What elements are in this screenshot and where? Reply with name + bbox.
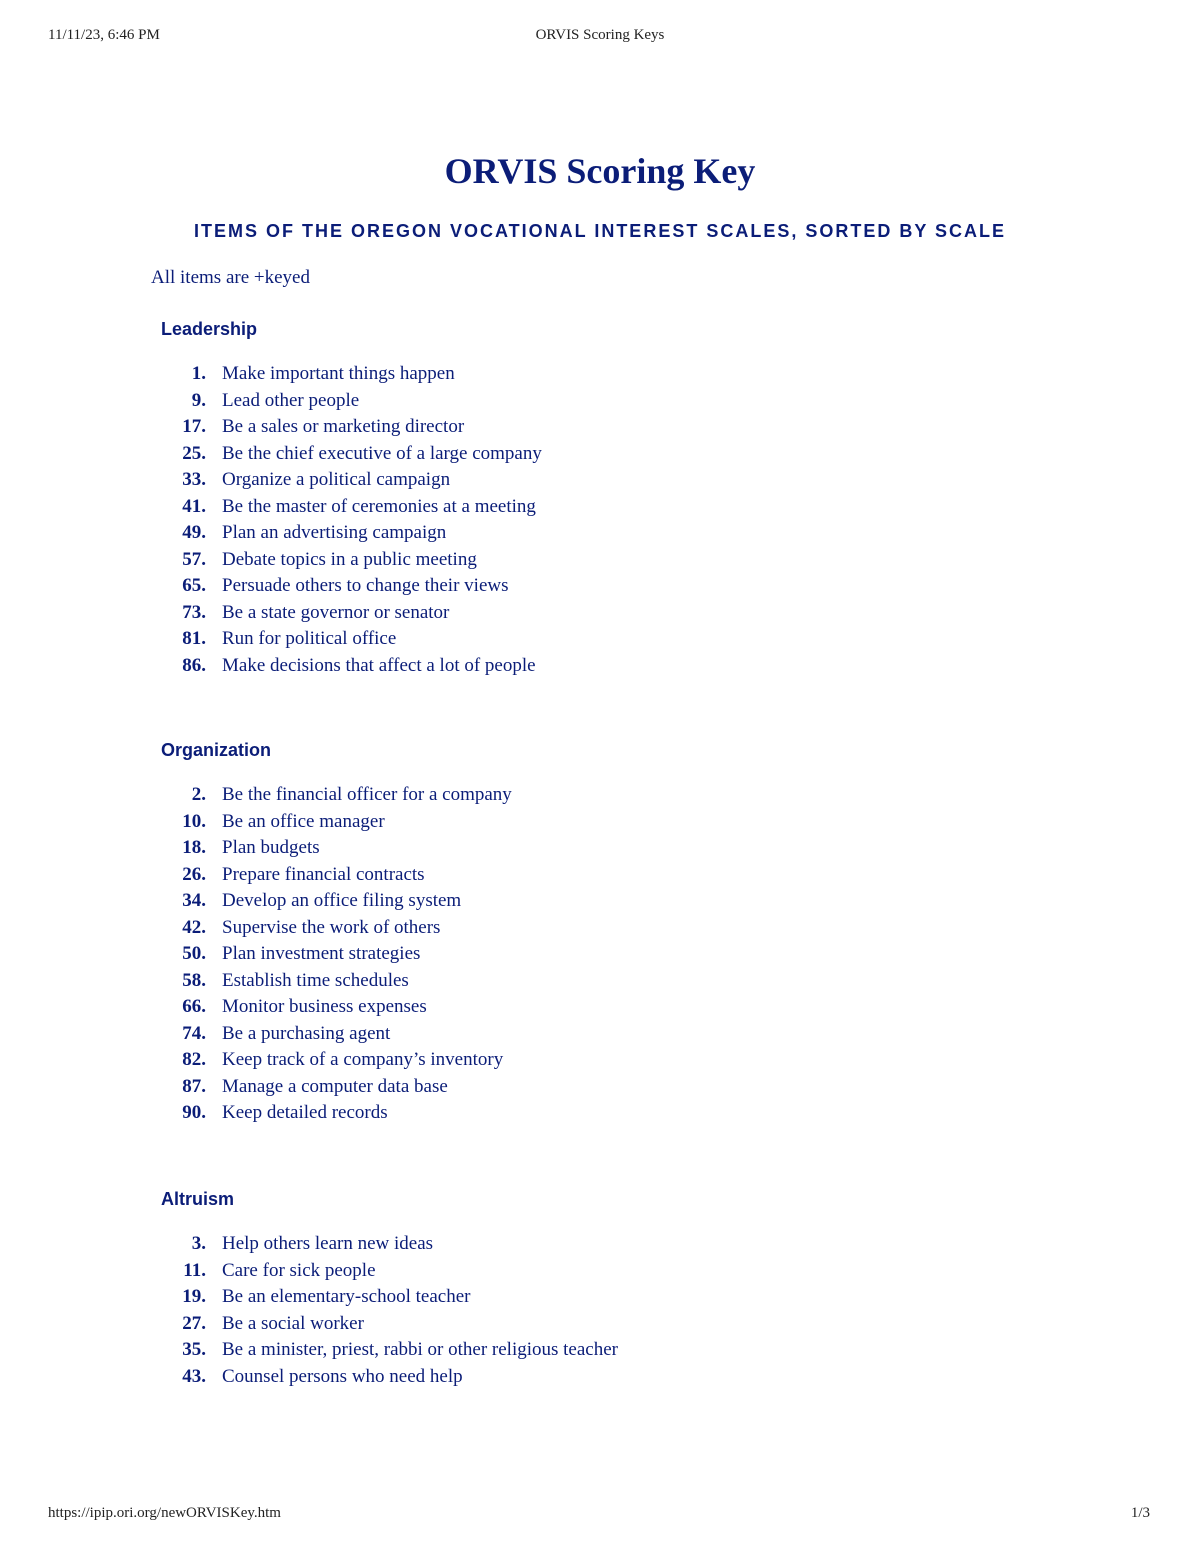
keyed-note: All items are +keyed	[151, 267, 310, 288]
list-item	[161, 782, 512, 809]
item-text: Make decisions that affect a lot of people	[222, 654, 536, 676]
item-number: 18.	[182, 837, 206, 858]
section-title: Altruism	[161, 1189, 235, 1209]
list-item	[161, 520, 542, 547]
list-item	[161, 361, 542, 388]
item-text: Be the chief executive of a large company	[222, 442, 542, 464]
list-item	[161, 835, 512, 862]
list-item	[161, 1074, 512, 1101]
item-number: 27.	[182, 1312, 206, 1334]
item-text: Establish time schedules	[222, 969, 409, 991]
item-number: 65.	[182, 575, 206, 596]
list-item	[161, 626, 542, 653]
page-subtitle: ITEMS OF THE OREGON VOCATIONAL INTEREST SCALES, SORTED BY SCALE	[193, 221, 1007, 241]
item-number: 17.	[182, 416, 206, 437]
item-text: Organize a political campaign	[222, 469, 451, 490]
list-item	[161, 653, 542, 680]
item-number: 82.	[182, 1049, 206, 1070]
list-item	[161, 1100, 512, 1127]
print-date: 11/11/23, 6:46 PM	[48, 27, 160, 43]
item-text: Manage a computer data base	[222, 1075, 448, 1097]
list-item	[161, 1258, 618, 1285]
list-item	[161, 1284, 618, 1311]
item-number: 9.	[191, 389, 206, 411]
list-item	[161, 809, 512, 836]
list-item	[161, 888, 512, 915]
item-text: Help others learn new ideas	[222, 1233, 434, 1254]
list-item	[161, 915, 512, 942]
section-title: Organization	[161, 740, 272, 760]
item-text: Plan an advertising campaign	[222, 522, 447, 543]
item-number: 3.	[191, 1233, 206, 1254]
item-text: Be the master of ceremonies at a meeting	[222, 495, 536, 517]
item-number: 19.	[182, 1286, 206, 1307]
item-text: Make important things happen	[222, 363, 455, 384]
item-text: Be a social worker	[222, 1312, 364, 1334]
item-text: Be an office manager	[222, 810, 385, 832]
item-text: Persuade others to change their views	[222, 575, 509, 596]
item-number: 73.	[182, 601, 206, 623]
item-number: 25.	[182, 442, 206, 464]
item-text: Be an elementary-school teacher	[222, 1286, 471, 1307]
item-number: 10.	[182, 810, 206, 832]
item-number: 66.	[182, 996, 206, 1017]
item-number: 50.	[182, 943, 206, 964]
list-item	[161, 414, 542, 441]
item-number: 2.	[191, 784, 206, 805]
item-number: 33.	[182, 469, 206, 490]
item-text: Be a purchasing agent	[222, 1022, 391, 1044]
item-text: Lead other people	[222, 389, 360, 411]
item-text: Be a state governor or senator	[222, 601, 450, 623]
page-number: 1/3	[1130, 1505, 1150, 1521]
item-number: 35.	[182, 1339, 206, 1360]
item-number: 42.	[182, 916, 206, 938]
list-item	[161, 968, 512, 995]
section-organization	[161, 738, 1061, 1123]
item-text: Run for political office	[222, 628, 397, 649]
item-text: Develop an office filing system	[222, 890, 462, 911]
item-text: Prepare financial contracts	[222, 863, 425, 885]
list-item	[161, 547, 542, 574]
item-number: 86.	[182, 654, 206, 676]
item-text: Keep detailed records	[222, 1102, 388, 1123]
list-item	[161, 1337, 618, 1364]
list-item	[161, 1047, 512, 1074]
list-item	[161, 941, 512, 968]
list-item	[161, 1021, 512, 1048]
item-number: 1.	[191, 363, 206, 384]
item-number: 26.	[182, 863, 206, 885]
list-item	[161, 600, 542, 627]
print-header	[0, 27, 1200, 49]
item-text: Plan budgets	[222, 837, 320, 858]
item-text: Plan investment strategies	[222, 943, 421, 964]
print-page-title: ORVIS Scoring Keys	[535, 27, 665, 43]
item-text: Supervise the work of others	[222, 916, 441, 938]
item-number: 58.	[182, 969, 206, 991]
list-item	[161, 994, 512, 1021]
list-item	[161, 494, 542, 521]
list-item	[161, 862, 512, 889]
item-text: Counsel persons who need help	[222, 1365, 463, 1387]
section-title: Leadership	[161, 319, 258, 339]
section-leadership	[161, 317, 1061, 676]
page-url: https://ipip.ori.org/newORVISKey.htm	[48, 1505, 281, 1521]
item-number: 49.	[182, 522, 206, 543]
list-item	[161, 467, 542, 494]
item-text: Care for sick people	[222, 1259, 376, 1281]
item-text: Be the financial officer for a company	[222, 784, 512, 805]
section-altruism	[161, 1187, 1061, 1387]
item-number: 74.	[182, 1022, 206, 1044]
list-item	[161, 388, 542, 415]
item-number: 90.	[182, 1102, 206, 1123]
item-text: Debate topics in a public meeting	[222, 548, 477, 570]
item-number: 57.	[182, 548, 206, 570]
item-number: 81.	[182, 628, 206, 649]
item-text: Be a minister, priest, rabbi or other religious teacher	[222, 1339, 618, 1360]
item-number: 34.	[182, 890, 206, 911]
item-number: 11.	[183, 1259, 206, 1281]
list-item	[161, 441, 542, 468]
item-text: Monitor business expenses	[222, 996, 427, 1017]
item-list	[161, 782, 512, 1127]
item-list	[161, 1231, 618, 1390]
print-footer	[0, 1505, 1200, 1527]
page-title: ORVIS Scoring Key	[444, 151, 756, 191]
list-item	[161, 1311, 618, 1338]
list-item	[161, 573, 542, 600]
item-number: 87.	[182, 1075, 206, 1097]
item-text: Keep track of a company’s inventory	[222, 1049, 504, 1070]
item-text: Be a sales or marketing director	[222, 416, 465, 437]
list-item	[161, 1231, 618, 1258]
item-number: 43.	[182, 1365, 206, 1387]
list-item	[161, 1364, 618, 1391]
item-number: 41.	[182, 495, 206, 517]
item-list	[161, 361, 542, 679]
